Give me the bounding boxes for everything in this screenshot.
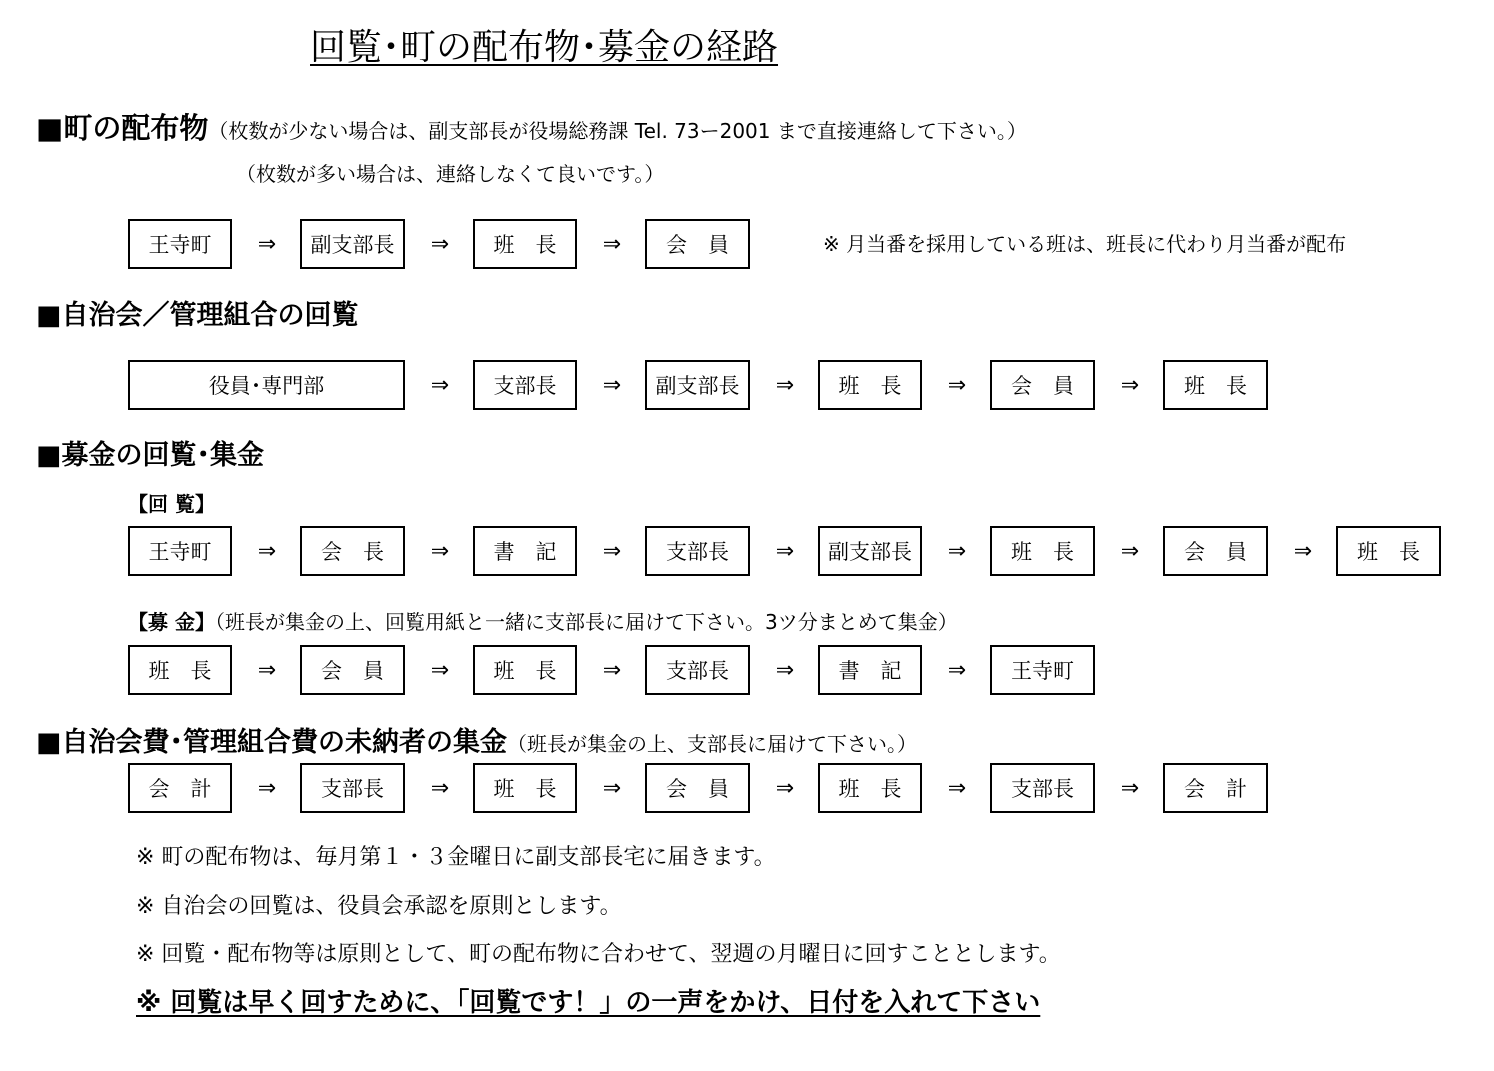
circulation-label: 【回 覧】 xyxy=(128,492,215,516)
flow-box: 班 長 xyxy=(990,526,1095,576)
flow-arrow: ⇒ xyxy=(602,231,622,257)
flow-arrow: ⇒ xyxy=(947,538,967,564)
flow-arrow: ⇒ xyxy=(947,657,967,683)
flow-box: 副支部長 xyxy=(818,526,922,576)
flow-box: 書 記 xyxy=(473,526,577,576)
section-unpaid-note: （班長が集金の上、支部長に届けて下さい。） xyxy=(507,732,918,756)
flow-box: 支部長 xyxy=(473,360,577,410)
flow-arrow: ⇒ xyxy=(257,538,277,564)
flow-box: 副支部長 xyxy=(645,360,750,410)
flow-arrow: ⇒ xyxy=(1120,775,1140,801)
flow-box: 班 長 xyxy=(818,360,922,410)
section-distribution-note-2: （枚数が多い場合は、連絡しなくて良いです。） xyxy=(236,162,665,186)
flow-box: 支部長 xyxy=(990,763,1095,813)
flow-box: 王寺町 xyxy=(128,526,232,576)
flow-box: 会 計 xyxy=(1163,763,1268,813)
duty-side-note: ※ 月当番を採用している班は、班長に代わり月当番が配布 xyxy=(823,232,1347,256)
flow-arrow: ⇒ xyxy=(775,538,795,564)
flow-arrow: ⇒ xyxy=(775,775,795,801)
flow-box: 班 長 xyxy=(1163,360,1268,410)
flow-arrow: ⇒ xyxy=(430,372,450,398)
section-unpaid-heading: ■自治会費･管理組合費の未納者の集金 xyxy=(36,727,508,758)
flow-arrow: ⇒ xyxy=(430,775,450,801)
flow-arrow: ⇒ xyxy=(775,372,795,398)
donation-label: 【募 金】 xyxy=(128,610,215,634)
flow-box: 支部長 xyxy=(645,645,750,695)
flow-box: 会 員 xyxy=(645,763,750,813)
section-distribution-heading: ■町の配布物 xyxy=(36,111,209,145)
flow-arrow: ⇒ xyxy=(257,657,277,683)
footnote: ※ 町の配布物は、毎月第１・３金曜日に副支部長宅に届きます。 xyxy=(136,845,776,870)
flow-box: 班 長 xyxy=(473,219,577,269)
flow-box: 班 長 xyxy=(473,645,577,695)
flow-box: 支部長 xyxy=(645,526,750,576)
flow-arrow: ⇒ xyxy=(1293,538,1313,564)
section-distribution-note-1: （枚数が少ない場合は、副支部長が役場総務課 Tel. 73ー2001 まで直接連絡して下さい。） xyxy=(208,119,1027,143)
flow-arrow: ⇒ xyxy=(257,231,277,257)
flow-box: 班 長 xyxy=(128,645,232,695)
flow-box: 班 長 xyxy=(1336,526,1441,576)
final-note: ※ 回覧は早く回すために、「回覧です！」の一声をかけ、日付を入れて下さい xyxy=(136,988,1041,1018)
flow-box: 会 員 xyxy=(1163,526,1268,576)
flow-box: 支部長 xyxy=(300,763,405,813)
flow-arrow: ⇒ xyxy=(602,657,622,683)
flow-arrow: ⇒ xyxy=(602,775,622,801)
flow-arrow: ⇒ xyxy=(257,775,277,801)
footnote: ※ 回覧・配布物等は原則として、町の配布物に合わせて、翌週の月曜日に回すこととします。 xyxy=(136,942,1061,967)
flow-box: 書 記 xyxy=(818,645,922,695)
flow-box: 会 員 xyxy=(990,360,1095,410)
section-unpaid xyxy=(36,725,917,761)
section-circulation-heading: ■自治会／管理組合の回覧 xyxy=(36,300,359,331)
flow-arrow: ⇒ xyxy=(947,775,967,801)
flow-arrow: ⇒ xyxy=(947,372,967,398)
page-title: 回覧･町の配布物･募金の経路 xyxy=(310,27,779,68)
flow-box: 班 長 xyxy=(818,763,922,813)
flow-box: 会 計 xyxy=(128,763,232,813)
flow-box: 会 長 xyxy=(300,526,405,576)
flow-arrow: ⇒ xyxy=(430,657,450,683)
flow-box: 王寺町 xyxy=(128,219,232,269)
footnote: ※ 自治会の回覧は、役員会承認を原則とします。 xyxy=(136,894,622,919)
flow-arrow: ⇒ xyxy=(430,538,450,564)
flow-arrow: ⇒ xyxy=(430,231,450,257)
section-distribution xyxy=(36,110,1027,146)
flow-arrow: ⇒ xyxy=(775,657,795,683)
flow-box: 班 長 xyxy=(473,763,577,813)
flow-box: 会 員 xyxy=(300,645,405,695)
flow-box: 副支部長 xyxy=(300,219,405,269)
flow-arrow: ⇒ xyxy=(1120,372,1140,398)
flow-arrow: ⇒ xyxy=(1120,538,1140,564)
flow-box: 役員･専門部 xyxy=(128,360,405,410)
flow-box: 会 員 xyxy=(645,219,750,269)
flow-arrow: ⇒ xyxy=(602,372,622,398)
flow-box: 王寺町 xyxy=(990,645,1095,695)
flow-arrow: ⇒ xyxy=(602,538,622,564)
donation-note: （班長が集金の上、回覧用紙と一緒に支部長に届けて下さい。3ツ分まとめて集金） xyxy=(214,610,958,634)
section-donation-heading: ■募金の回覧･集金 xyxy=(36,440,265,471)
donation-line xyxy=(128,608,958,636)
